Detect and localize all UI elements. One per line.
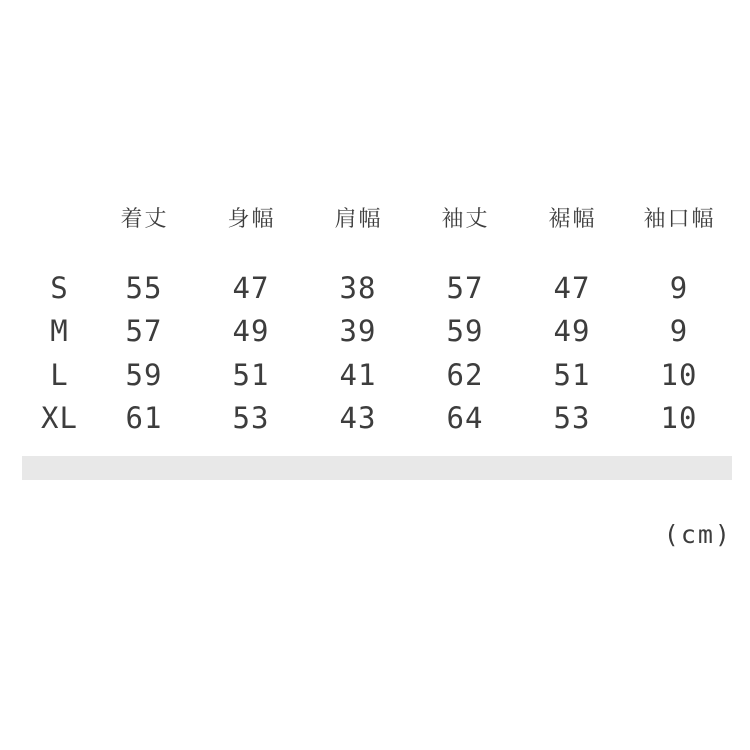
col-header-hem-width: 裾幅 [548, 207, 597, 232]
measurement-cell: 41 [339, 357, 377, 392]
measurement-cell: 47 [553, 270, 591, 305]
col-header-cuff-width: 袖口幅 [643, 207, 716, 232]
measurement-cell: 47 [232, 270, 270, 305]
unit-label: (cm) [663, 520, 732, 549]
measurement-cell: 51 [232, 357, 270, 392]
col-header-body-length: 着丈 [120, 207, 169, 232]
row-label-s: S [50, 270, 69, 305]
measurement-cell: 57 [125, 314, 163, 349]
measurement-cell: 59 [125, 357, 163, 392]
measurement-cell: 62 [446, 357, 484, 392]
col-header-shoulder-width: 肩幅 [334, 207, 383, 232]
corner-cell [28, 195, 90, 240]
measurement-cell: 64 [446, 401, 484, 436]
measurement-cell: 55 [125, 270, 163, 305]
divider-bar [22, 456, 732, 480]
row-label-l: L [50, 357, 69, 392]
col-header-body-width: 身幅 [227, 207, 276, 232]
measurement-cell: 51 [553, 357, 591, 392]
measurement-cell: 43 [339, 401, 377, 436]
measurement-cell: 9 [669, 270, 689, 305]
measurement-cell: 53 [553, 401, 591, 436]
measurement-cell: 49 [232, 314, 270, 349]
row-label-xl: XL [41, 401, 78, 436]
measurement-cell: 10 [660, 357, 698, 392]
measurement-cell: 39 [339, 314, 377, 349]
measurement-cell: 38 [339, 270, 377, 305]
measurement-cell: 10 [660, 401, 698, 436]
row-label-m: M [50, 314, 69, 349]
measurement-cell: 9 [669, 314, 689, 349]
measurement-cell: 61 [125, 401, 163, 436]
col-header-sleeve-length: 袖丈 [441, 207, 490, 232]
measurement-cell: 57 [446, 270, 484, 305]
measurement-cell: 53 [232, 401, 270, 436]
measurement-cell: 49 [553, 314, 591, 349]
header-body-gap [28, 240, 732, 266]
measurement-cell: 59 [446, 314, 484, 349]
size-chart-table [28, 195, 732, 440]
